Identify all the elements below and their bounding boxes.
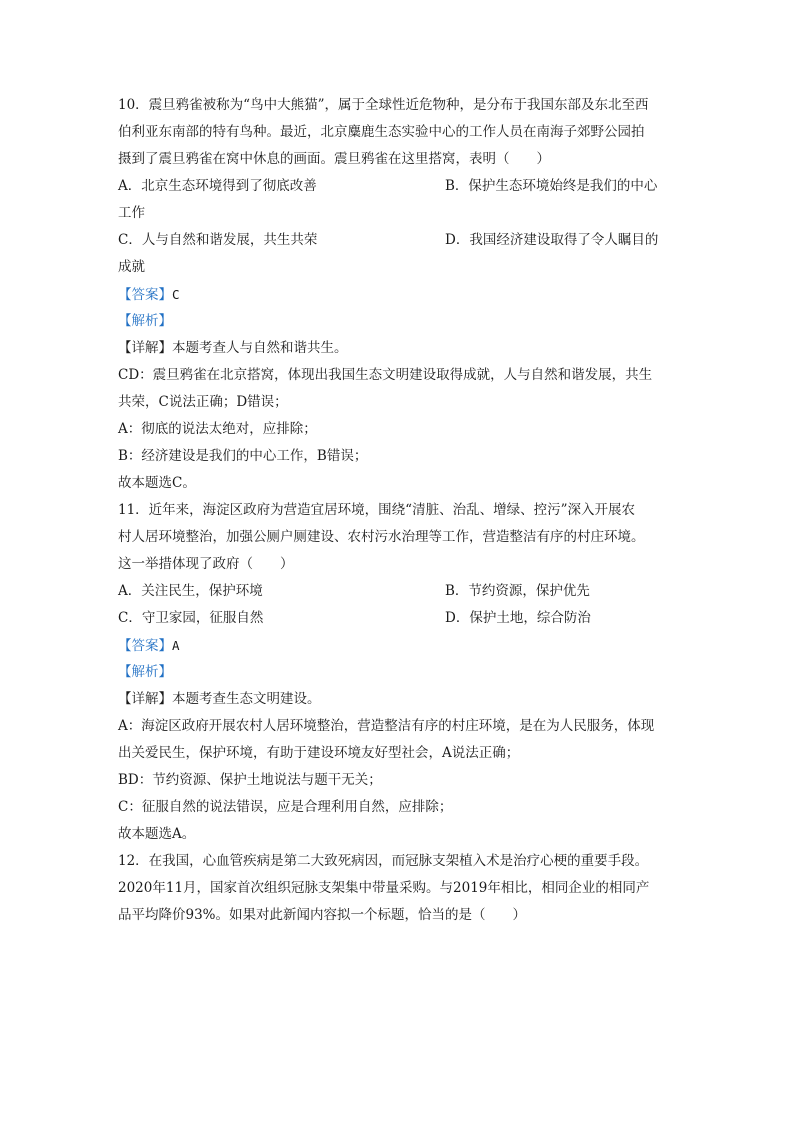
question-stem-line: 品平均降价93%。如果对此新闻内容拟一个标题，恰当的是（ ）	[118, 907, 527, 923]
question-stem-line: 伯利亚东南部的特有鸟种。最近，北京麋鹿生态实验中心的工作人员在南海子郊野公园拍	[118, 124, 645, 140]
question-stem-line: 11．近年来，海淀区政府为营造宜居环境，围绕“清脏、治乱、增绿、控污”深入开展农	[118, 502, 635, 518]
answer-label: 【答案】	[118, 287, 172, 303]
explanation-line: BD：节约资源、保护土地说法与题干无关；	[118, 772, 382, 788]
option-a: A．北京生态环境得到了彻底改善	[118, 178, 317, 194]
option-d: D．保护土地，综合防治	[445, 610, 591, 626]
options-row	[118, 173, 678, 200]
explanation-line: A：彻底的说法太绝对，应排除；	[118, 421, 317, 437]
answer-value: A	[172, 638, 180, 653]
question-stem-line: 摄到了震旦鸦雀在窝中休息的画面。震旦鸦雀在这里搭窝，表明（ ）	[118, 151, 550, 167]
question-stem-line: 这一举措体现了政府（ ）	[118, 556, 294, 572]
option-a: A．关注民生，保护环境	[118, 583, 263, 599]
question-11	[118, 497, 678, 848]
detail-label: 【详解】	[118, 340, 172, 356]
explanation-line: 共荣，C说法正确；D错误；	[118, 394, 288, 410]
detail-line	[118, 335, 678, 362]
explanation-line: A：海淀区政府开展农村人居环境整治，营造整洁有序的村庄环境，是在为人民服务，体现	[118, 718, 655, 734]
option-c: C．守卫家园，征服自然	[118, 610, 264, 626]
explanation-line: 出关爱民生，保护环境，有助于建设环境友好型社会，A说法正确；	[118, 745, 520, 761]
exam-page	[118, 92, 678, 929]
question-stem-line: 2020年11月，国家首次组织冠脉支架集中带量采购。与2019年相比，相同企业的相同产	[118, 880, 650, 896]
detail-intro: 本题考查生态文明建设。	[172, 691, 321, 707]
answer-line	[118, 281, 678, 308]
detail-label: 【详解】	[118, 691, 172, 707]
answer-label: 【答案】	[118, 638, 172, 654]
explanation-line: CD：震旦鸦雀在北京搭窝，体现出我国生态文明建设取得成就，人与自然和谐发展，共生	[118, 367, 653, 383]
analysis-label: 【解析】	[118, 313, 172, 329]
options-row	[118, 227, 678, 254]
question-stem-line: 12．在我国，心血管疾病是第二大致死病因，而冠脉支架植入术是治疗心梗的重要手段。	[118, 853, 649, 869]
option-b: B．节约资源，保护优先	[445, 583, 590, 599]
explanation-line: 故本题选A。	[118, 826, 196, 842]
explanation-line: B：经济建设是我们的中心工作，B错误；	[118, 448, 368, 464]
option-b: B．保护生态环境始终是我们的中心	[445, 178, 658, 194]
option-d-continued: 成就	[118, 259, 145, 275]
options-row	[118, 578, 678, 605]
option-b-continued: 工作	[118, 205, 145, 221]
answer-line	[118, 632, 678, 659]
question-stem-line: 10．震旦鸦雀被称为“鸟中大熊猫”，属于全球性近危物种，是分布于我国东部及东北至西	[118, 97, 649, 113]
answer-value: C	[172, 287, 180, 302]
question-12	[118, 848, 678, 929]
explanation-line: C：征服自然的说法错误，应是合理利用自然，应排除；	[118, 799, 453, 815]
option-c: C．人与自然和谐发展，共生共荣	[118, 232, 318, 248]
analysis-label: 【解析】	[118, 664, 172, 680]
analysis-line	[118, 659, 678, 686]
detail-intro: 本题考查人与自然和谐共生。	[172, 340, 348, 356]
detail-line	[118, 686, 678, 713]
question-stem-line: 村人居环境整治，加强公厕户厕建设、农村污水治理等工作，营造整洁有序的村庄环境。	[118, 529, 645, 545]
option-d: D．我国经济建设取得了令人瞩目的	[445, 232, 659, 248]
question-10	[118, 92, 678, 497]
analysis-line	[118, 308, 678, 335]
explanation-line: 故本题选C。	[118, 475, 196, 491]
options-row	[118, 605, 678, 632]
